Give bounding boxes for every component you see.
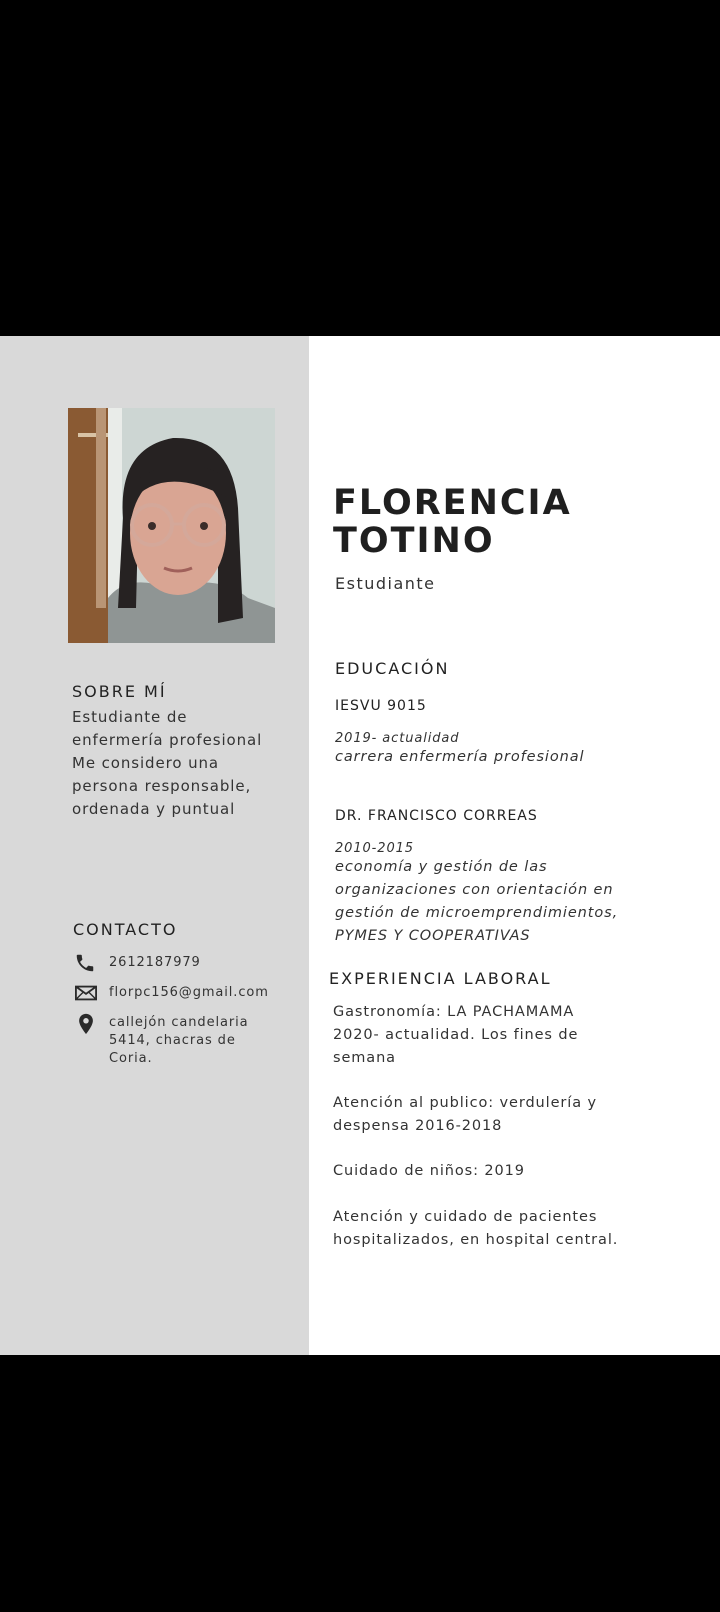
experience-heading: EXPERIENCIA LABORAL [329, 969, 552, 988]
profile-photo-illustration [68, 408, 275, 643]
cv-page [0, 336, 720, 1355]
address-line: 5414, chacras de [109, 1033, 236, 1048]
about-text [72, 706, 262, 821]
contact-phone-row [74, 952, 294, 974]
experience-line: hospitalizados, en hospital central. [333, 1232, 619, 1248]
education-line: organizaciones con orientación en [335, 882, 614, 898]
education-school: DR. FRANCISCO CORREAS [335, 808, 538, 824]
experience-item [333, 1160, 525, 1183]
education-line: economía y gestión de las [335, 859, 548, 875]
mail-icon [74, 982, 98, 1004]
last-name: TOTINO [333, 521, 495, 561]
profile-photo [68, 408, 275, 643]
experience-line: semana [333, 1050, 396, 1066]
role-title: Estudiante [335, 574, 436, 593]
education-detail [335, 746, 584, 769]
first-name: FLORENCIA [333, 483, 572, 523]
contact-address [109, 1014, 299, 1068]
education-detail [335, 856, 618, 948]
experience-line: despensa 2016-2018 [333, 1118, 503, 1134]
about-line: Estudiante de [72, 708, 188, 726]
contact-email-row [74, 982, 294, 1004]
experience-line: Atención y cuidado de pacientes [333, 1209, 598, 1225]
contact-address-row [74, 1012, 294, 1072]
experience-line: Gastronomía: LA PACHAMAMA [333, 1004, 575, 1020]
experience-line: Atención al publico: verdulería y [333, 1095, 597, 1111]
education-period: 2010-2015 [335, 841, 414, 856]
education-line: gestión de microemprendimientos, [335, 905, 619, 921]
about-line: enfermería profesional [72, 731, 263, 749]
about-line: Me considero una [72, 754, 219, 772]
experience-item [333, 1001, 578, 1070]
experience-line: Cuidado de niños: 2019 [333, 1163, 525, 1179]
contact-email[interactable]: florpc156@gmail.com [109, 985, 269, 1000]
education-school: IESVU 9015 [335, 698, 427, 714]
experience-item [333, 1206, 618, 1252]
education-line: PYMES Y COOPERATIVAS [335, 928, 531, 944]
full-name [333, 484, 693, 560]
education-period: 2019- actualidad [335, 731, 460, 746]
contact-phone[interactable]: 2612187979 [109, 955, 201, 970]
address-line: callejón candelaria [109, 1015, 249, 1030]
left-column [0, 336, 309, 1355]
location-pin-icon [75, 1012, 97, 1036]
address-line: Coria. [109, 1051, 153, 1066]
phone-icon [74, 952, 96, 974]
experience-item [333, 1092, 597, 1138]
education-heading: EDUCACIÓN [335, 659, 450, 678]
about-line: ordenada y puntual [72, 800, 236, 818]
contact-heading: CONTACTO [73, 920, 178, 939]
about-line: persona responsable, [72, 777, 252, 795]
experience-line: 2020- actualidad. Los fines de [333, 1027, 579, 1043]
education-line: carrera enfermería profesional [335, 749, 585, 765]
about-heading: SOBRE MÍ [72, 682, 167, 701]
